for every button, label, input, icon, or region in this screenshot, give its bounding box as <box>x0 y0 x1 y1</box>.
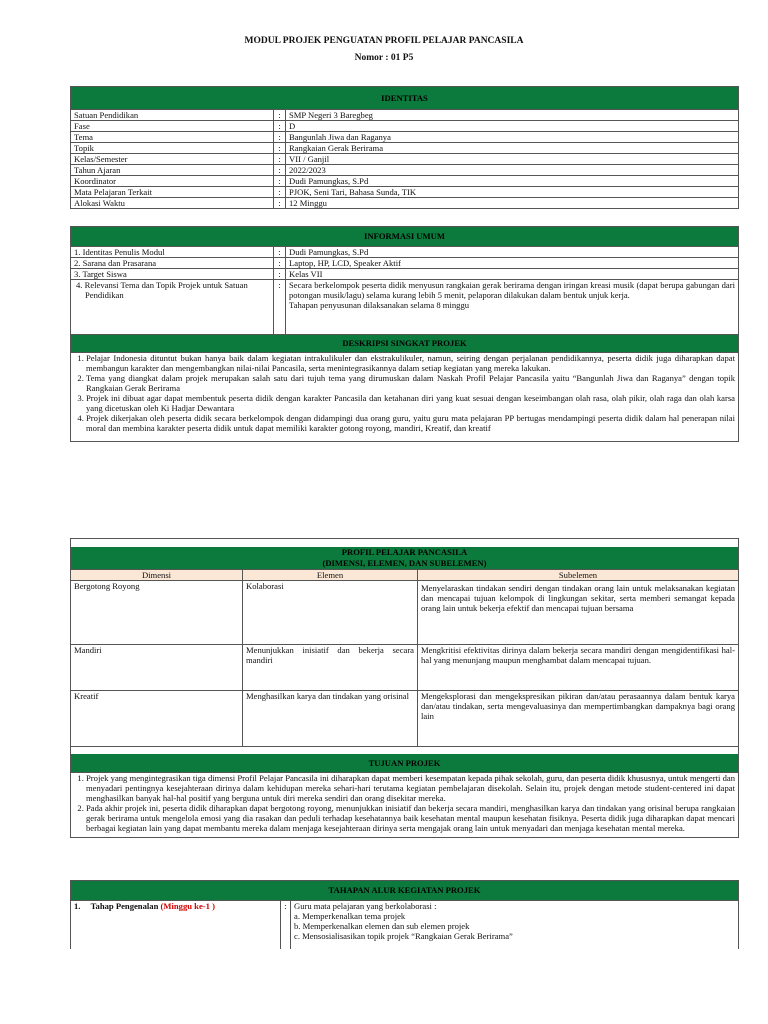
sarana-label: 2. Sarana dan Prasarana <box>71 258 274 269</box>
kelas-value: VII / Ganjil <box>286 154 739 165</box>
deskripsi-header: DESKRIPSI SINGKAT PROJEK <box>71 335 739 353</box>
koordinator-value: Dudi Pamungkas, S.Pd <box>286 176 739 187</box>
profil-header-subtitle: (DIMENSI, ELEMEN, DAN SUBELEMEN) <box>322 558 487 568</box>
deskripsi-list <box>74 353 735 433</box>
stage-label: Tahap Pengenalan <box>90 901 159 911</box>
penulis-value: Dudi Pamungkas, S.Pd <box>286 247 739 258</box>
informasi-umum-header: INFORMASI UMUM <box>71 227 739 247</box>
informasi-umum-table: INFORMASI UMUM 1. Identitas Penulis Modul : Dudi Pamungkas, S.Pd 2. Sarana dan Prasarana : Laptop, HP, LCD, Speaker Aktif 3. Target Siswa : Kelas VII 4. Relevansi Tema dan Topik Projek untuk Satuan Pendidikan : Secara berkelompok peserta didik menyusun rangkaian gerak berirama dengan iringan kreasi musik (dapat berupa gabungan dari potongan musik/lagu) selama kurang lebih 5 menit, pelaporan dilakukan dalam bentuk unjuk kerja. Tahapan penyusunan dilaksanakan selama 8 minggu DESKRIPSI SINGKAT PROJEK 1. Pelajar Indonesia dituntut bukan hanya baik dalam kegiatan intrakulikuler dan ekstrakulikuler, namun, seiring dengan perjalanan pendidikannya, peserta didik juga diharapkan dapat membangun karakter dan mengembangkan nilai-nilai Pancasila, serta menintegrasikannya dalam setiap kegiatan yang mereka lakukan. 2. Tema yang diangkat dalam projek merupakan salah satu dari tujuh tema yang dirumuskan dalam Naskah Profil Pelajar Pancasila yaitu “Bangunlah Jiwa dan Raganya” dengan topik Rangkaian Gerak Berirama 3. Projek ini dibuat agar dapat membentuk peserta didik dengan karakter Pancasila dan ketahanan diri yang kuat sesuai dengan keseimbangan olah rasa, olah pikir, olah raga dan olah karsa yang dicetuskan oleh Ki Hadjar Dewantara 4. Projek dikerjakan oleh peserta didik secara berkelompok dengan didampingi dua orang guru, yaitu guru mata pelajaran PP bertugas mendampingi peserta didik dalam hal penerapan nilai moral dan membina karakter peserta didik untuk dapat memiliki karakter gotong royong, mandiri, Kreatif, dan kreatif <box>70 226 739 442</box>
deskripsi-item: 3. Projek ini dibuat agar dapat membentuk peserta didik dengan karakter Pancasila dan ketahanan diri yang kuat sesuai dengan keseimbangan olah rasa, olah pikir, olah raga dan olah karsa yang dicetuskan oleh Ki Hadjar Dewantara <box>86 393 735 413</box>
satuan-label: Satuan Pendidikan <box>71 110 274 121</box>
alokasi-label: Alokasi Waktu <box>71 198 274 209</box>
stage-item: a. Memperkenalkan tema projek <box>294 911 406 921</box>
fase-value: D <box>286 121 739 132</box>
subelemen-cell: Mengkritisi efektivitas dirinya dalam bekerja secara mandiri dengan mengidentifikasi hal-hal yang menunjang maupun menghambat dalam mencapai tujuan. <box>418 645 739 691</box>
topik-label: Topik <box>71 143 274 154</box>
stage-cell <box>71 901 281 950</box>
identitas-header: IDENTITAS <box>71 87 739 110</box>
elemen-cell: Menghasilkan karya dan tindakan yang orisinal <box>243 691 418 747</box>
target-value: Kelas VII <box>286 269 739 280</box>
tahapan-table: TAHAPAN ALUR KEGIATAN PROJEK 1. Tahap Pengenalan (Minggu ke-1 ) : Guru mata pelajaran yang berkolaborasi : a. Memperkenalkan tema projek b. Memperkenalkan elemen dan sub elemen projek c. Mensosialisasikan topik projek “Rangkaian Gerak Berirama” <box>70 880 739 949</box>
target-label: 3. Target Siswa <box>71 269 274 280</box>
relevansi-value: Secara berkelompok peserta didik menyusun rangkaian gerak berirama dengan iringan kreasi musik (dapat berupa gabungan dari potongan musik/lagu) selama kurang lebih 5 menit, pelaporan dilakukan dalam bentuk unjuk kerja. <box>289 280 735 300</box>
deskripsi-item: 4. Projek dikerjakan oleh peserta didik secara berkelompok dengan didampingi dua orang guru, yaitu guru mata pelajaran PP bertugas mendampingi peserta didik dalam hal penerapan nilai moral dan membina karakter peserta didik untuk dapat memiliki karakter gotong royong, mandiri, Kreatif, dan kreatif <box>86 413 735 433</box>
tujuan-list <box>74 773 735 833</box>
profil-header-title: PROFIL PELAJAR PANCASILA <box>341 547 468 557</box>
tujuan-header: TUJUAN PROJEK <box>71 754 739 773</box>
elemen-cell: Kolaborasi <box>243 581 418 645</box>
stage-intro: Guru mata pelajaran yang berkolaborasi : <box>294 901 437 911</box>
stage-detail <box>291 901 739 950</box>
dimensi-cell: Mandiri <box>71 645 243 691</box>
tema-label: Tema <box>71 132 274 143</box>
stage-number: 1. <box>74 901 81 911</box>
tujuan-cell <box>71 773 739 838</box>
relevansi-label: 4. Relevansi Tema dan Topik Projek untuk Satuan Pendidikan <box>71 280 274 335</box>
sarana-value: Laptop, HP, LCD, Speaker Aktif <box>286 258 739 269</box>
deskripsi-item: 2. Tema yang diangkat dalam projek merupakan salah satu dari tujuh tema yang dirumuskan dalam Naskah Profil Pelajar Pancasila yaitu “Bangunlah Jiwa dan Raganya” dengan topik Rangkaian Gerak Berirama <box>86 373 735 393</box>
satuan-value: SMP Negeri 3 Baregbeg <box>286 110 739 121</box>
tujuan-item: 2. Pada akhir projek ini, peserta didik diharapkan dapat bergotong royong, menunjukkan inisiatif dan bekerja secara mandiri, menghasilkan karya dan tindakan yang orisinal berupa rangkaian gerak berirama untuk mengelola emosi yang dia rasakan dan peduli terhadap kesehatannya baik kesehatan mental maupun kesehatan fisiknya. Peserta didik juga diharapkan dapat mencari berbagai kegiatan lain yang dapat membantu mereka dalam menjaga kesejahteraan dirinya serta mengajak orang lain untuk menyadari dan menjaga kesehatan mental mereka. <box>86 803 735 833</box>
kelas-label: Kelas/Semester <box>71 154 274 165</box>
identitas-table: IDENTITAS Satuan Pendidikan : SMP Negeri 3 Baregbeg Fase : D Tema : Bangunlah Jiwa dan Raganya Topik : Rangkaian Gerak Berirama Kelas/Semester : VII / Ganjil Tahun Ajaran : 2022/2023 Koordinator : Dudi Pamungkas, S.Pd Mata Pelajaran Terkait : PJOK, Seni Tari, Bahasa Sunda, TIK Alokasi Waktu : 12 Minggu <box>70 86 739 209</box>
relevansi-cell <box>286 280 739 335</box>
col-elemen: Elemen <box>243 570 418 581</box>
col-dimensi: Dimensi <box>71 570 243 581</box>
mapel-value: PJOK, Seni Tari, Bahasa Sunda, TIK <box>286 187 739 198</box>
tahun-label: Tahun Ajaran <box>71 165 274 176</box>
topik-value: Rangkaian Gerak Berirama <box>286 143 739 154</box>
relevansi-value-2: Tahapan penyusunan dilaksanakan selama 8 minggu <box>289 300 470 310</box>
profil-header <box>71 547 739 570</box>
stage-list <box>294 911 735 941</box>
deskripsi-item: 1. Pelajar Indonesia dituntut bukan hanya baik dalam kegiatan intrakulikuler dan ekstrakulikuler, namun, seiring dengan perjalanan pendidikannya, peserta didik juga diharapkan dapat membangun karakter dan mengembangkan nilai-nilai Pancasila, serta menintegrasikannya dalam setiap kegiatan yang mereka lakukan. <box>86 353 735 373</box>
profil-table <box>70 538 739 838</box>
col-subelemen: Subelemen <box>418 570 739 581</box>
tema-value: Bangunlah Jiwa dan Raganya <box>286 132 739 143</box>
mapel-label: Mata Pelajaran Terkait <box>71 187 274 198</box>
tahun-value: 2022/2023 <box>286 165 739 176</box>
subelemen-cell: Menyelaraskan tindakan sendiri dengan tindakan orang lain untuk melaksanakan kegiatan dan mencapai tujuan kelompok di lingkungan sekitar, serta memberi semangat kepada orang lain untuk bekerja efektif dan mencapai tujuan bersama <box>418 581 739 645</box>
subelemen-cell: Mengeksplorasi dan mengekspresikan pikiran dan/atau perasaannya dalam bentuk karya dan/atau tindakan, serta mengevaluasinya dan mempertimbangkan dampaknya bagi orang lain <box>418 691 739 747</box>
document-number: Nomor : 01 P5 <box>354 53 414 63</box>
dimensi-cell: Bergotong Royong <box>71 581 243 645</box>
document-title: MODUL PROJEK PENGUATAN PROFIL PELAJAR PANCASILA <box>244 36 524 46</box>
dimensi-cell: Kreatif <box>71 691 243 747</box>
fase-label: Fase <box>71 121 274 132</box>
alokasi-value: 12 Minggu <box>286 198 739 209</box>
stage-item: c. Mensosialisasikan topik projek “Rangkaian Gerak Berirama” <box>294 931 513 941</box>
koordinator-label: Koordinator <box>71 176 274 187</box>
tahapan-header: TAHAPAN ALUR KEGIATAN PROJEK <box>71 881 739 901</box>
stage-week: (Minggu ke-1 ) <box>160 901 215 911</box>
penulis-label: 1. Identitas Penulis Modul <box>71 247 274 258</box>
tujuan-item: 1. Projek yang mengintegrasikan tiga dimensi Profil Pelajar Pancasila ini diharapkan dapat memberi kesempatan kepada pihak sekolah, guru, dan peserta didik khususnya, untuk mengerti dan menyadari pentingnya kesejahteraan dirinya dalam kehidupan mereka sehari-hari terutama kegiatan pembelajaran disekolah. Selain itu, projek dengan metode student-centered ini dapat menghasilkan banyak hal-hal positif yang berguna untuk diri mereka sendiri dan orang disekitar mereka. <box>86 773 735 803</box>
deskripsi-cell <box>71 353 739 442</box>
elemen-cell: Menunjukkan inisiatif dan bekerja secara mandiri <box>243 645 418 691</box>
stage-item: b. Memperkenalkan elemen dan sub elemen projek <box>294 921 470 931</box>
